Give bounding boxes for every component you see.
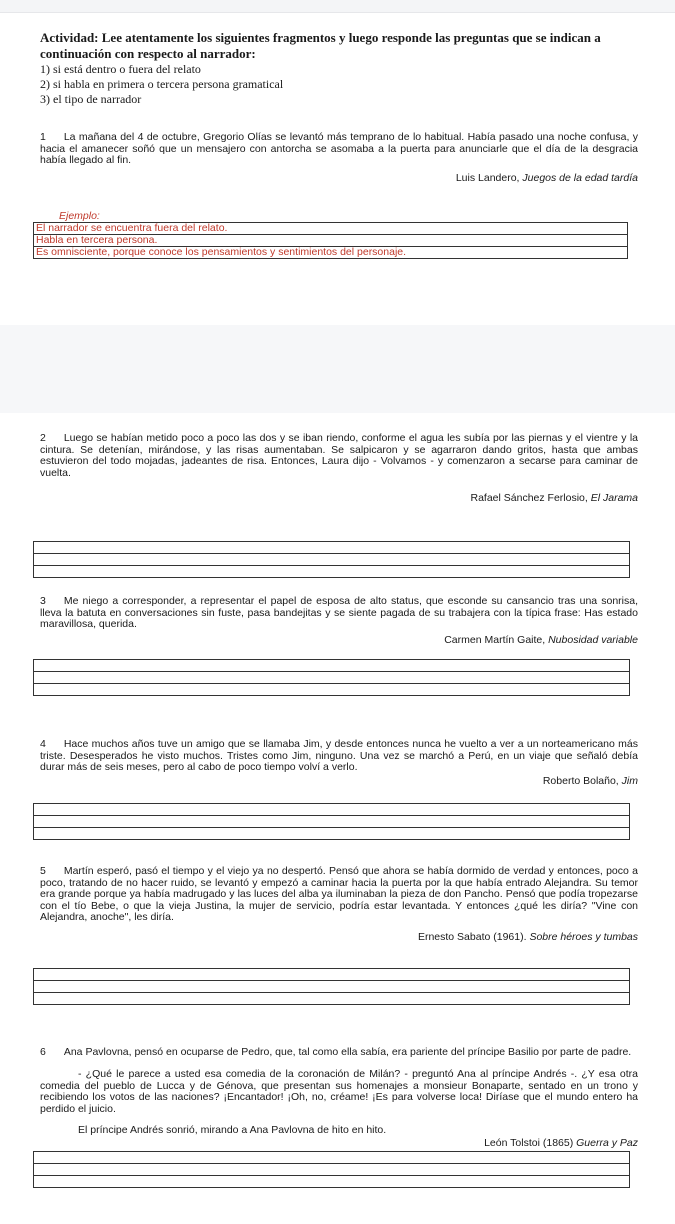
- author: Carmen Martín Gaite,: [444, 634, 549, 646]
- example-answer-2: Habla en tercera persona.: [33, 234, 628, 246]
- fragment-number: 1: [40, 131, 46, 143]
- fragment-6-dialogue: - ¿Qué le parece a usted esa comedia de la coronación de Milán? - preguntó Ana al príncipe Andrés -. ¿Y esa otra comedia del pueblo de Lucca y de Génova, que presentan sus homenajes a monsieur Bonaparte, sentado en un trono y recibiendo los votos de las naciones? ¡Encantador! ¡Oh, no, créame! ¡Es para volverse loca! Diríase que el mundo entero ha perdido el juicio.: [40, 1068, 638, 1115]
- author: Luis Landero,: [455, 172, 523, 184]
- question-1: 1) si está dentro o fuera del relato: [40, 62, 201, 76]
- fragment-5-source: [418, 931, 638, 943]
- work-title: Jim: [621, 775, 638, 787]
- fragment-text: Luego se habían metido poco a poco las dos y se iban riendo, conforme el agua les subía por las piernas y el vientre y la cintura. Se detenían, mirándose, y las risas aumentaban. Se salpicaron y se agarraron dando gritos, hasta que ambas estuvieron del todo mojadas, jadeantes de risa. Entonces, Laura dijo - Volvamos - y comenzaron a secarse para caminar de vuelta.: [40, 432, 638, 479]
- fragment-6-source: [484, 1137, 638, 1149]
- top-bar: [0, 0, 675, 13]
- fragment-text: Me niego a corresponder, a representar el papel de esposa de alto status, que esconde su cansancio tras una sonrisa, lleva la batuta en conversaciones sin fuste, pasa bandejitas y se siente pagada de su trabajera con la típica frase: Has estado maravillosa, querida.: [40, 595, 638, 630]
- author: Roberto Bolaño,: [542, 775, 622, 787]
- fragment-text: Hace muchos años tuve un amigo que se llamaba Jim, y desde entonces nunca he vuelto a ver a un norteamericano más triste. Desesperados he visto muchos. Tristes como Jim, ninguno. Una vez se marchó a Perú, en un viaje que señaló debía durar más de seis meses, pero al cabo de poco tiempo volví a verlo.: [40, 738, 638, 773]
- fragment-number: 2: [40, 432, 46, 444]
- fragment-3-source: [444, 634, 638, 646]
- fragment-2-source: [471, 492, 639, 504]
- question-2: 2) si habla en primera o tercera persona gramatical: [40, 77, 284, 91]
- fragment-4-source: [543, 775, 638, 787]
- answer-lines-4[interactable]: [33, 803, 630, 840]
- fragment-number: 4: [40, 738, 46, 750]
- fragment-4: [40, 739, 638, 774]
- page-break-band: [0, 325, 675, 413]
- fragment-3: [40, 596, 638, 631]
- answer-lines-5[interactable]: [33, 968, 630, 1005]
- fragment-text: La mañana del 4 de octubre, Gregorio Olías se levantó más temprano de lo habitual. Había pasado una noche confusa, y hacia el amanecer soñó que un mensajero con antorcha se asomaba a la puerta para anunciarle que el día de la desgracia había llegado al fin.: [40, 131, 638, 166]
- answer-lines-6[interactable]: [33, 1151, 630, 1188]
- fragment-number: 3: [40, 595, 46, 607]
- fragment-6: [40, 1047, 638, 1059]
- answer-lines-3[interactable]: [33, 659, 630, 696]
- fragment-text: Ana Pavlovna, pensó en ocuparse de Pedro, que, tal como ella sabía, era pariente del príncipe Basilio por parte de padre.: [63, 1046, 632, 1058]
- example-answer-1: El narrador se encuentra fuera del relato.: [33, 222, 628, 234]
- fragment-1: [40, 132, 638, 167]
- fragment-number: 5: [40, 865, 46, 877]
- example-box: [33, 210, 628, 259]
- fragment-2: [40, 433, 638, 479]
- work-title: Guerra y Paz: [576, 1137, 638, 1149]
- fragment-number: 6: [40, 1046, 46, 1058]
- example-answer-3: Es omnisciente, porque conoce los pensamientos y sentimientos del personaje.: [33, 246, 628, 259]
- example-label: Ejemplo:: [59, 210, 100, 222]
- work-title: Sobre héroes y tumbas: [529, 931, 638, 943]
- activity-header: [40, 30, 640, 107]
- fragment-5: [40, 866, 638, 924]
- author: Ernesto Sabato (1961).: [417, 931, 530, 943]
- work-title: El Jarama: [590, 492, 638, 504]
- fragment-text: Martín esperó, pasó el tiempo y el viejo ya no despertó. Pensó que ahora se había dormido de verdad y entonces, poco a poco, tratando de no hacer ruido, se levantó y empezó a caminar hacia la puerta por la que había entrado Alejandra. Su temor era grande porque ya había madrugado y las luces del alba ya iluminaban la pieza de don Pancho. Pensó que podía tropezarse con el tío Bebe, o que la vieja Justina, la mujer de servicio, podría estar levantada. Y entonces ¿qué les diría? "Vine con Alejandra, anoche", les diría.: [40, 865, 638, 923]
- fragment-1-source: [456, 172, 638, 184]
- question-3: 3) el tipo de narrador: [40, 92, 142, 106]
- answer-lines-2[interactable]: [33, 541, 630, 578]
- work-title: Nubosidad variable: [548, 634, 638, 646]
- activity-title: Actividad: Lee atentamente los siguientes fragmentos y luego responde las preguntas que se indican a continuación con respecto al narrador:: [40, 30, 601, 61]
- author: Rafael Sánchez Ferlosio,: [470, 492, 591, 504]
- author: León Tolstoi (1865): [484, 1137, 577, 1149]
- work-title: Juegos de la edad tardía: [522, 172, 638, 184]
- fragment-6-closing: El príncipe Andrés sonrió, mirando a Ana Pavlovna de hito en hito.: [78, 1124, 387, 1136]
